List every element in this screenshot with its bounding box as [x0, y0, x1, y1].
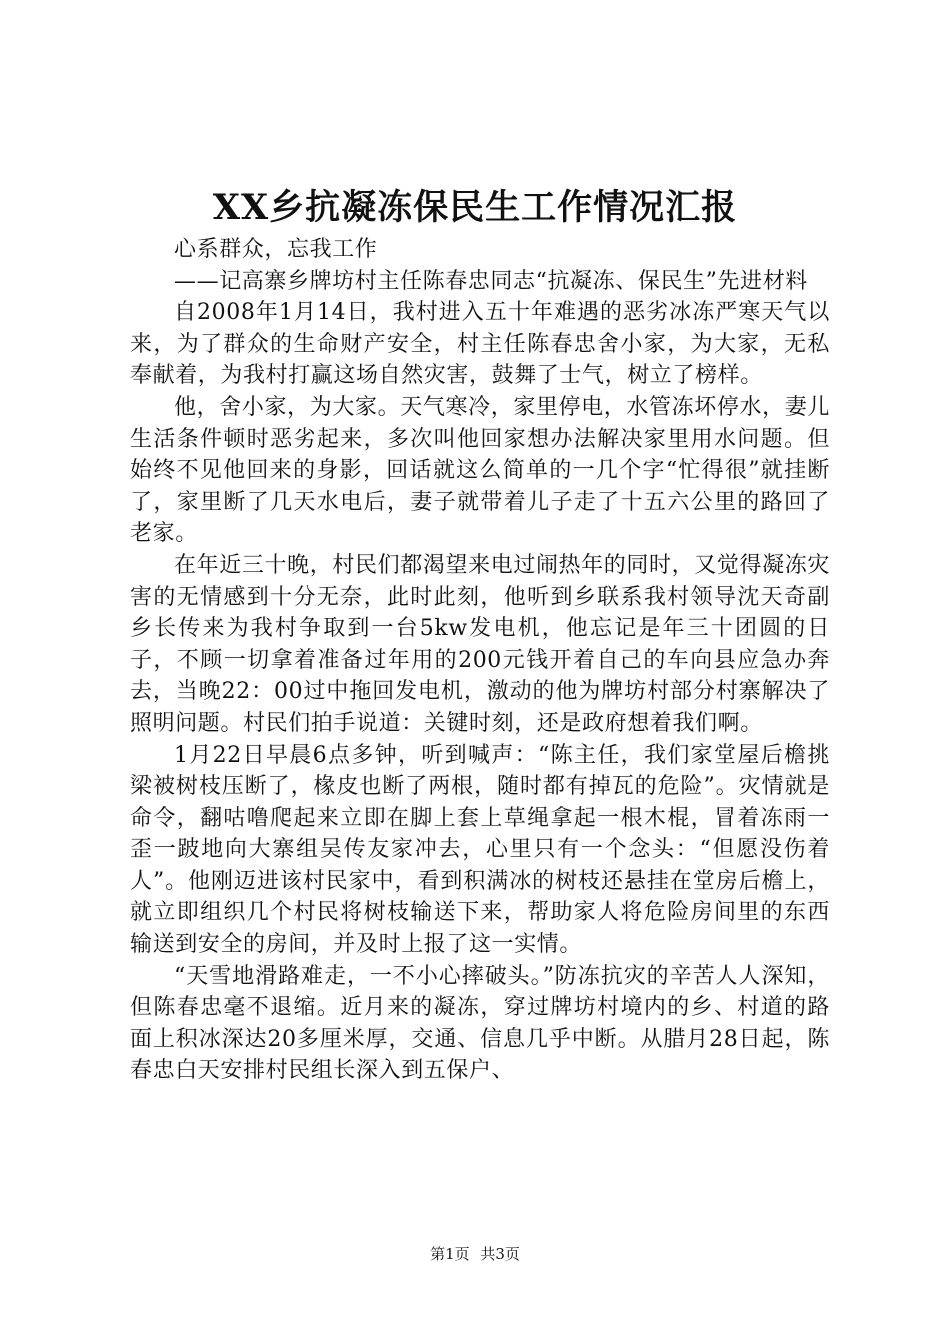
document-title: XX乡抗凝冻保民生工作情况汇报: [212, 187, 738, 228]
subtitle-line: 心系群众，忘我工作: [174, 237, 378, 262]
body-paragraph: 在年近三十晚，村民们都渴望来电过闹热年的同时，又觉得凝冻灾害的无情感到十分无奈，此时此刻，他听到乡联系我村领导沈天奇副乡长传来为我村争取到一台5kw发电机，他忘记是年三十团圆的日子，不顾一切拿着准备过年用的200元钱开着自己的车向县应急办奔去，当晚22：00过中拖回发电机，激动的他为牌坊村部分村寨解决了照明问题。村民们拍手说道：关键时刻，还是政府想着我们啊。: [130, 552, 830, 736]
body-paragraph: “天雪地滑路难走，一不小心摔破头。”防冻抗灾的辛苦人人深知，但陈春忠毫不退缩。近月来的凝冻，穿过牌坊村境内的乡、村道的路面上积冰深达20多厘米厚，交通、信息几乎中断。从腊月28日起，陈春忠白天安排村民组长深入到五保户、: [130, 963, 830, 1084]
subtitle-line: ——记高寨乡牌坊村主任陈春忠同志“抗凝冻、保民生”先进材料: [174, 268, 808, 294]
page-total: 共3页: [480, 1245, 520, 1263]
body-paragraph: 1月22日早晨6点多钟，听到喊声：“陈主任，我们家堂屋后檐挑梁被树枝压断了，椽皮也断了两根，随时都有掉瓦的危险”。灾情就是命令，翻咕噜爬起来立即在脚上套上草绳拿起一根木棍，冒着冻雨一歪一跛地向大寨组吴传友家冲去，心里只有一个念头：“但愿没伤着人”。他刚迈进该村民家中，看到积满冰的树枝还悬挂在堂房后檐上，就立即组织几个村民将树枝输送下来，帮助家人将危险房间里的东西输送到安全的房间，并及时上报了这一实情。: [130, 742, 830, 958]
body-paragraph: 自2008年1月14日，我村进入五十年难遇的恶劣冰冻严寒天气以来，为了群众的生命财产安全，村主任陈春忠舍小家，为大家，无私奉献着，为我村打赢这场自然灾害，鼓舞了士气，树立了榜样。: [130, 300, 830, 389]
body-paragraph: 他，舍小家，为大家。天气寒冷，家里停电，水管冻坏停水，妻儿生活条件顿时恶劣起来，多次叫他回家想办法解决家里用水问题。但始终不见他回来的身影，回话就这么简单的一几个字“忙得很”就挂断了，家里断了几天水电后，妻子就带着儿子走了十五六公里的路回了老家。: [130, 394, 830, 547]
document-body: [130, 234, 830, 1087]
page-footer: [0, 1244, 950, 1264]
page-number: 第1页: [430, 1245, 470, 1263]
